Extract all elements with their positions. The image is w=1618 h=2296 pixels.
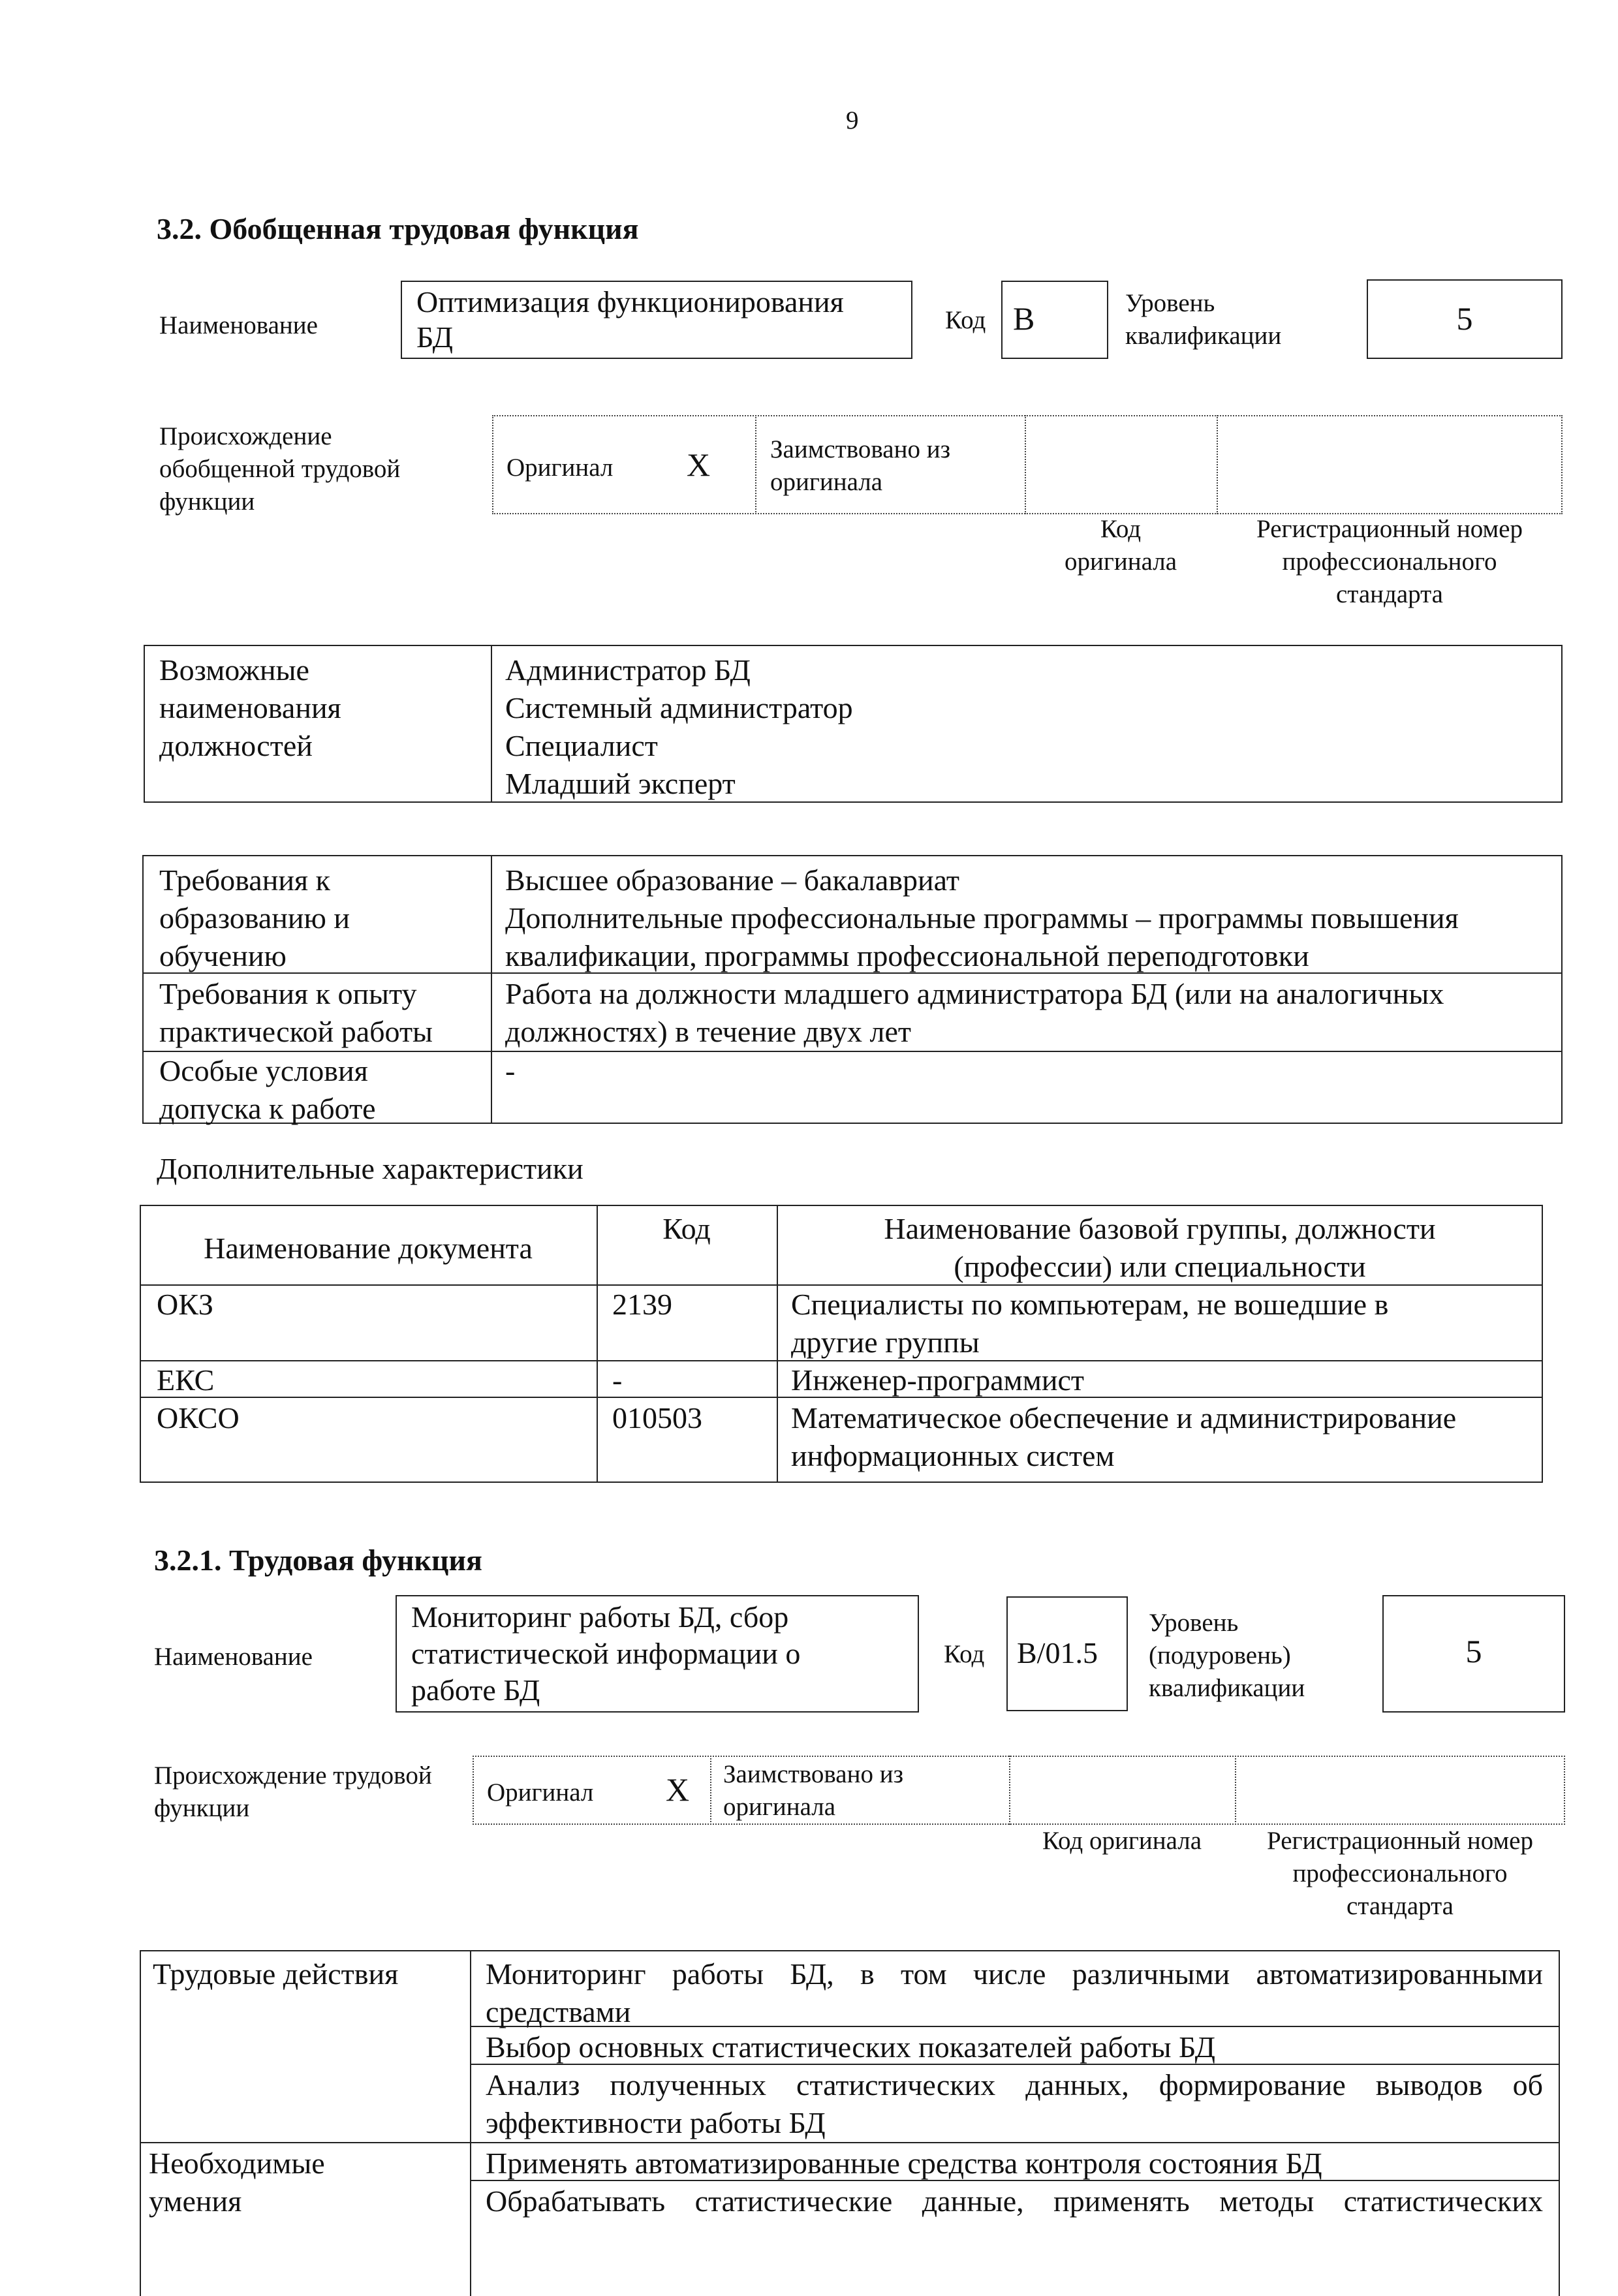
gtf-origin-table: [492, 415, 1563, 514]
tf-reg-number-caption: Регистрационный номер профессионального стандарта: [1267, 1827, 1533, 1920]
skills-label: Необходимые умения: [149, 2147, 325, 2218]
gtf-code-box: [1001, 281, 1108, 359]
add-row-name: Математическое обеспечение и администрирование информационных систем: [791, 1401, 1457, 1472]
add-row-code: -: [612, 1363, 623, 1397]
gtf-name-value: Оптимизация функционирования БД: [416, 285, 844, 354]
gtf-borrowed-label: Заимствовано из оригинала: [770, 435, 951, 496]
add-row-doc: ОКСО: [157, 1401, 240, 1435]
gtf-original-label: Оригинал: [506, 454, 614, 482]
req-education-label: Требования к образованию и обучению: [159, 863, 350, 972]
gtf-level-box: [1367, 279, 1563, 359]
tf-original-label: Оригинал: [487, 1778, 594, 1807]
req-special-value: -: [505, 1054, 516, 1087]
positions-table: [144, 645, 1563, 803]
gtf-original-mark: X: [687, 446, 711, 483]
gtf-origin-label: Происхождение обобщенной трудовой функции: [159, 422, 401, 516]
gtf-code-value: B: [1013, 300, 1035, 337]
req-experience-value: Работа на должности младшего администратора БД (или на аналогичных должностях) в течение двух лет: [505, 977, 1444, 1048]
gtf-level-label: Уровень квалификации: [1125, 289, 1282, 350]
add-row-name: Специалисты по компьютерам, не вошедшие в другие группы: [791, 1288, 1389, 1359]
labor-action-item: [486, 2028, 1543, 2066]
labor-action-line: Анализ полученных статистических данных, формирование выводов об: [486, 2068, 1543, 2102]
section-heading-generalized-function: 3.2. Обобщенная трудовая функция: [157, 212, 639, 245]
add-row-code: 010503: [612, 1401, 702, 1435]
labor-action-line: Выбор основных статистических показателей работы БД: [486, 2030, 1216, 2064]
section-heading-labor-function: 3.2.1. Трудовая функция: [154, 1544, 482, 1577]
tf-borrowed-label: Заимствовано из оригинала: [723, 1760, 904, 1821]
req-education-value: Высшее образование – бакалавриат Дополнительные профессиональные программы – программы повышения квалификации, программы профессиональной переподготовки: [505, 863, 1459, 972]
add-header-code: Код: [662, 1212, 711, 1245]
skill-line: Применять автоматизированные средства контроля состояния БД: [486, 2147, 1322, 2180]
tf-name-label: Наименование: [154, 1643, 313, 1671]
tf-name-box: [396, 1595, 919, 1713]
skill-line: Обрабатывать статистические данные, применять методы статистических: [486, 2184, 1543, 2218]
position-item: Системный администратор: [505, 691, 853, 724]
additional-heading: Дополнительные характеристики: [157, 1152, 583, 1185]
add-header-name: Наименование базовой группы, должности (профессии) или специальности: [884, 1212, 1436, 1283]
positions-label: Возможные наименования должностей: [159, 653, 341, 762]
labor-action-line: средствами: [486, 1995, 631, 2028]
add-row-name: Инженер-программист: [791, 1363, 1085, 1397]
add-row-code: 2139: [612, 1288, 672, 1321]
tf-code-original-caption: Код оригинала: [1042, 1827, 1202, 1855]
position-item: Администратор БД: [505, 653, 751, 687]
tf-level-value: 5: [1465, 1633, 1482, 1669]
tf-name-value: Мониторинг работы БД, сбор статистической информации о работе БД: [411, 1600, 801, 1707]
skill-item: [486, 2145, 1543, 2182]
tf-code-box: [1006, 1596, 1128, 1711]
gtf-reg-number-caption: Регистрационный номер профессионального стандарта: [1256, 515, 1523, 608]
gtf-name-box: [401, 281, 912, 359]
tf-level-label: Уровень (подуровень) квалификации: [1149, 1609, 1305, 1702]
labor-action-line: Мониторинг работы БД, в том числе различными автоматизированными: [486, 1957, 1543, 1991]
position-item: Младший эксперт: [505, 767, 736, 800]
labor-action-line: эффективности работы БД: [486, 2106, 826, 2139]
tf-code-label: Код: [944, 1640, 985, 1668]
tf-code-value: B/01.5: [1017, 1636, 1098, 1669]
req-special-label: Особые условия допуска к работе: [159, 1054, 376, 1125]
gtf-code-label: Код: [945, 306, 986, 334]
gtf-code-original-caption: Код оригинала: [1064, 515, 1177, 576]
tf-origin-table: [473, 1756, 1565, 1825]
skill-item: [486, 2182, 1543, 2220]
labor-actions-label: Трудовые действия: [153, 1957, 399, 1991]
position-item: Специалист: [505, 729, 658, 762]
gtf-level-value: 5: [1456, 300, 1473, 337]
tf-origin-label: Происхождение трудовой функции: [154, 1761, 432, 1822]
req-experience-label: Требования к опыту практической работы: [159, 977, 433, 1048]
add-row-doc: ЕКС: [157, 1363, 215, 1397]
add-row-doc: ОКЗ: [157, 1288, 213, 1321]
labor-action-item: [486, 1955, 1543, 2031]
gtf-name-label: Наименование: [159, 311, 318, 339]
tf-original-mark: X: [666, 1771, 690, 1808]
add-header-document: Наименование документа: [204, 1232, 533, 1265]
tf-level-box: [1382, 1595, 1565, 1713]
page-number: 9: [846, 106, 859, 134]
labor-action-item: [486, 2066, 1543, 2142]
